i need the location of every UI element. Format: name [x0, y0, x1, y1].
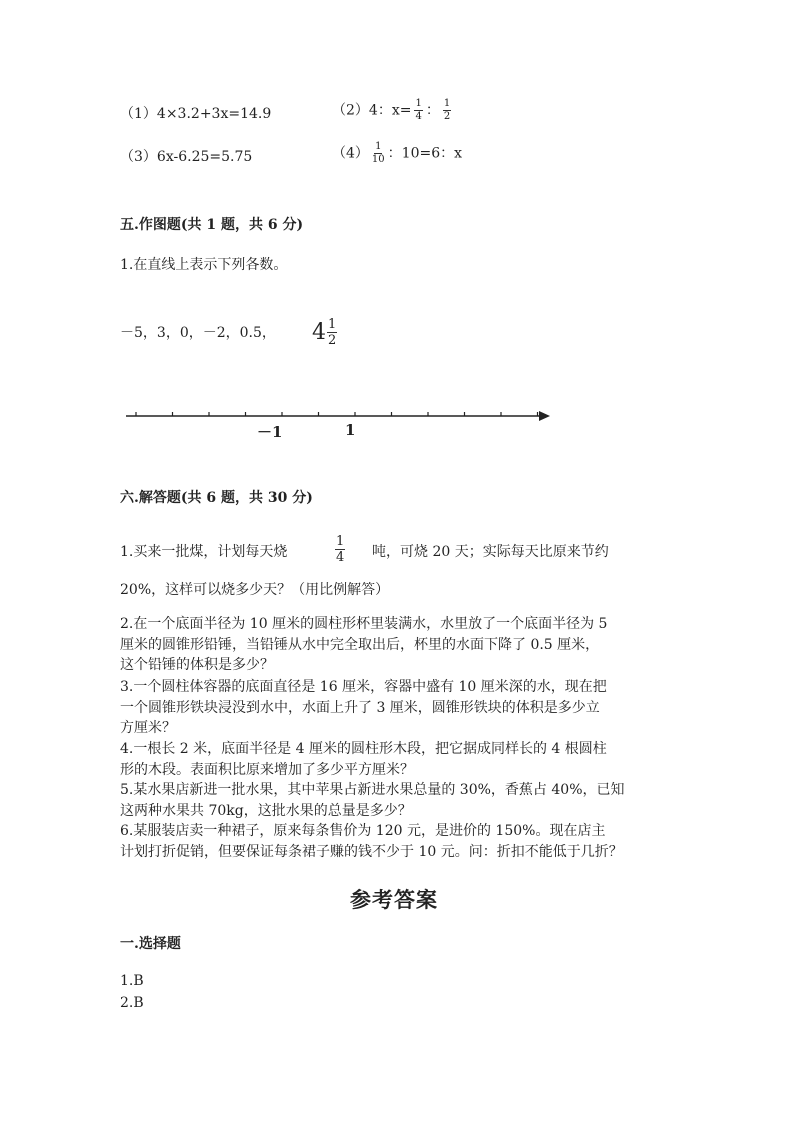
fraction [414, 99, 422, 122]
fraction-denominator: 2 [443, 111, 451, 122]
section6-question-3 [120, 677, 607, 739]
question-line: 方厘米？ [120, 720, 176, 736]
axis-label-minus-one: －1 [257, 423, 283, 441]
equation-1 [120, 103, 271, 123]
question-line: 一个圆锥形铁块浸没到水中，水面上升了 3 厘米，圆锥形铁块的体积是多少立 [120, 699, 600, 716]
section6-title: 六.解答题(共 6 题，共 30 分) [120, 490, 313, 506]
equation-4 [332, 142, 462, 165]
answer-item: 1.B [120, 973, 144, 989]
section6-question-1-part-b: 吨，可烧 20 天；实际每天比原来节约 [372, 544, 609, 560]
answer-item: 2.B [120, 995, 144, 1011]
section6-question-1-fraction [332, 535, 348, 564]
section6-question-1-part-a: 1.买来一批煤，计划每天烧 [120, 544, 288, 560]
mixed-whole: 4 [312, 320, 326, 345]
question-line: 形的木段。表面积比原来增加了多少平方厘米？ [120, 761, 414, 778]
fraction-numerator: 1 [375, 141, 382, 152]
numbers-to-plot: －5，3，0，－2，0.5， [120, 325, 276, 341]
arrow-head-icon [539, 411, 550, 421]
answers-title: 参考答案 [350, 887, 438, 912]
question-line: 5.某水果店新进一批水果，其中苹果占新进水果总量的 30%，香蕉占 40%，已知 [120, 782, 625, 798]
question-line: 这个铅锤的体积是多少？ [120, 657, 274, 673]
fraction-numerator: 1 [443, 98, 451, 109]
fraction-numerator: 1 [336, 534, 345, 549]
fraction-denominator: 4 [415, 111, 422, 122]
section6-question-5 [120, 780, 625, 821]
fraction-denominator: 2 [328, 333, 337, 348]
equation-text-pre: 4：x= [368, 102, 412, 119]
fraction-denominator: 10 [371, 154, 385, 165]
equation-text: 4×3.2+3x=14.9 [156, 106, 272, 122]
ratio-separator: ： [425, 102, 440, 119]
equation-number: （2） [332, 102, 369, 119]
answers-section-1-title: 一.选择题 [120, 936, 181, 952]
equation-3 [120, 146, 252, 166]
section6-question-6 [120, 821, 623, 862]
fraction [327, 318, 337, 347]
question-line: 4.一根长 2 米，底面半径是 4 厘米的圆柱形木段，把它据成同样长的 4 根圆柱 [120, 741, 607, 757]
section5-title: 五.作图题(共 1 题，共 6 分) [120, 217, 304, 233]
fraction [372, 142, 385, 165]
question-line: 计划打折促销，但要保证每条裙子赚的钱不少于 10 元。问：折扣不能低于几折？ [120, 843, 623, 860]
equation-number: （4） [332, 145, 369, 162]
fraction [443, 99, 451, 122]
equation-text-post: ：10=6：x [387, 145, 463, 162]
section6-question-4 [120, 739, 607, 780]
axis-label-one: 1 [345, 421, 356, 439]
question-line: 这两种水果共 70kg，这批水果的总量是多少？ [120, 802, 412, 819]
question-line: 厘米的圆锥形铅锤，当铅锤从水中完全取出后，杯里的水面下降了 0.5 厘米， [120, 636, 600, 653]
section6-question-1-part-c: 20%，这样可以烧多少天？（用比例解答） [120, 582, 390, 598]
fraction-numerator: 1 [328, 317, 337, 332]
section6-question-2 [120, 614, 607, 676]
section5-question-1: 1.在直线上表示下列各数。 [120, 257, 288, 273]
fraction [335, 535, 345, 564]
fraction-denominator: 4 [336, 550, 345, 565]
question-line: 2.在一个底面半径为 10 厘米的圆柱形杯里装满水，水里放了一个底面半径为 5 [120, 616, 608, 632]
question-line: 3.一个圆柱体容器的底面直径是 16 厘米，容器中盛有 10 厘米深的水，现在把 [120, 679, 607, 695]
equation-2 [332, 99, 454, 122]
mixed-number [312, 318, 340, 347]
fraction-numerator: 1 [415, 98, 422, 109]
question-line: 6.某服装店卖一种裙子，原来每条售价为 120 元，是进价的 150%。现在店主 [120, 823, 606, 839]
equation-number: （1） [120, 106, 157, 122]
equation-text: 6x-6.25=5.75 [156, 149, 253, 165]
number-line [120, 400, 560, 440]
equation-number: （3） [120, 149, 157, 165]
